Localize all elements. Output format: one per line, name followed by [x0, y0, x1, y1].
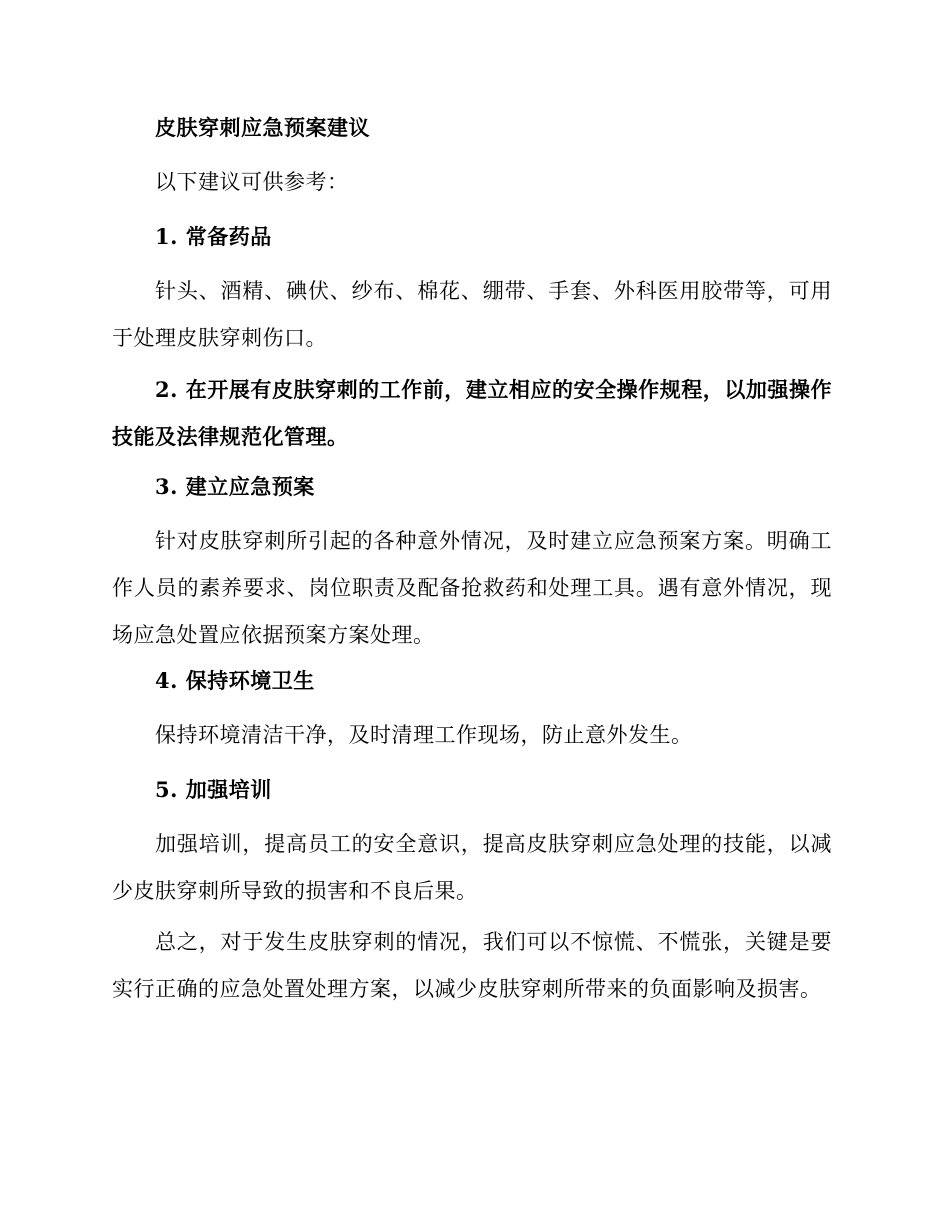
intro-text: 以下建议可供参考：: [155, 170, 349, 194]
section-1-body: 针头、酒精、碘伏、纱布、棉花、绷带、手套、外科医用胶带等，可用于处理皮肤穿刺伤口。: [112, 279, 832, 350]
section-1-heading: 1. 常备药品: [155, 224, 272, 249]
section-3-body: 针对皮肤穿刺所引起的各种意外情况，及时建立应急预案方案。明确工作人员的素养要求、岗位职责及配备抢救药和处理工具。遇有意外情况，现场应急处置应依据预案方案处理。: [112, 529, 832, 647]
section-5-heading: 5. 加强培训: [155, 777, 272, 802]
section-4-heading: 4. 保持环境卫生: [155, 668, 315, 693]
section-4-body: 保持环境清洁干净，及时清理工作现场，防止意外发生。: [155, 723, 693, 747]
section-3-heading: 3. 建立应急预案: [155, 474, 315, 499]
section-5-body: 加强培训，提高员工的安全意识，提高皮肤穿刺应急处理的技能，以减少皮肤穿刺所导致的损害和不良后果。: [112, 832, 832, 903]
document-title: 皮肤穿刺应急预案建议: [155, 115, 370, 140]
conclusion-text: 总之，对于发生皮肤穿刺的情况，我们可以不惊慌、不慌张，关键是要实行正确的应急处置处理方案，以减少皮肤穿刺所带来的负面影响及损害。: [112, 930, 832, 1001]
section-2-heading: 2. 在开展有皮肤穿刺的工作前，建立相应的安全操作规程，以加强操作技能及法律规范化管理。: [112, 377, 832, 449]
